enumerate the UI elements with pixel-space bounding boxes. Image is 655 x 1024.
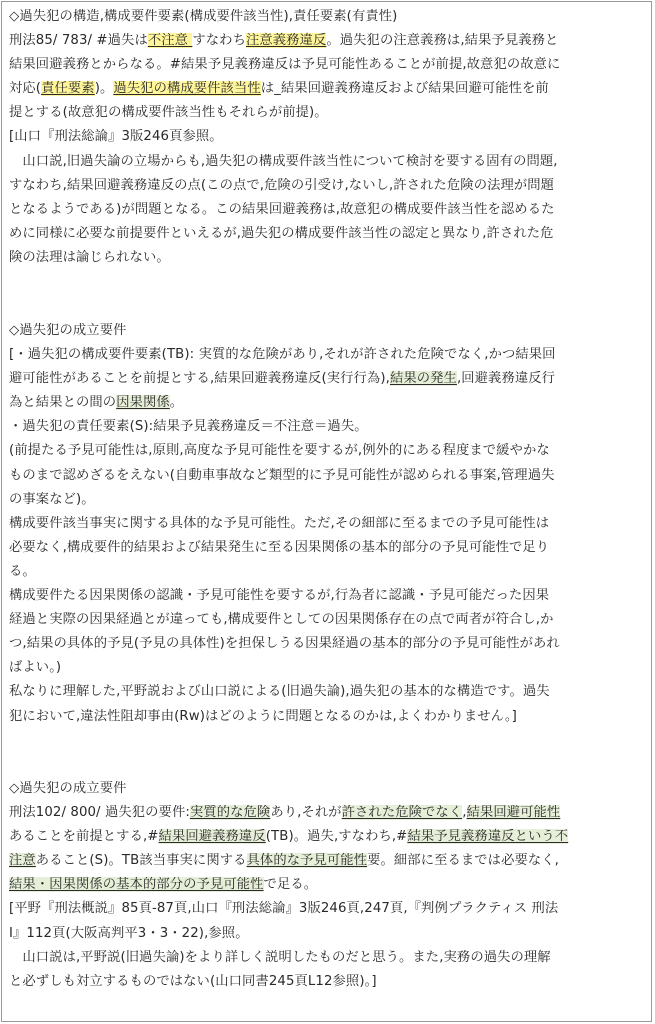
highlighted-text: 結果予見義務違反という不 <box>407 829 569 845</box>
text-run: Ⅰ』112頁(大阪高判平3・3・22),参照。 <box>9 925 249 941</box>
text-run: (TB)。過失,すなわち,# <box>265 829 408 845</box>
text-run: あること(S)。TB該当事実に関する <box>35 853 247 869</box>
text-line <box>2 53 652 77</box>
text-run: [山口『刑法総論』3版246頁参照。 <box>9 129 223 145</box>
text-run: 経過と実際の因果経過とが違っても,構成要件としての因果関係存在の点で両者が符合し,か <box>9 612 554 628</box>
document-frame <box>1 1 652 1022</box>
text-line <box>2 897 652 921</box>
text-line <box>2 125 652 149</box>
text-run: , <box>462 805 467 821</box>
text-line <box>2 150 652 174</box>
text-line <box>2 343 652 367</box>
text-line <box>2 825 652 849</box>
highlighted-text: 結果回避義務違反 <box>158 829 266 845</box>
text-line <box>2 367 652 391</box>
highlighted-text: 責任要素 <box>41 81 95 97</box>
text-run: 山口説は,平野説(旧過失論)をより詳しく説明したものだと思う。また,実務の過失の理解 <box>9 949 551 965</box>
highlighted-text: 過失犯の構成要件該当性 <box>113 81 261 97</box>
text-line <box>2 29 652 53</box>
text-line <box>2 439 652 463</box>
highlighted-text: 具体的な予見可能性 <box>246 853 368 869</box>
text-line <box>2 632 652 656</box>
highlighted-text: 結果回避可能性 <box>466 805 561 821</box>
highlighted-text: 実質的な危険 <box>189 805 271 821</box>
text-line <box>2 608 652 632</box>
text-run: ものまで認めざるをえない(自動車事故など類型的に予見可能性が認められる事案,管理過失 <box>9 467 555 483</box>
text-line <box>2 222 652 246</box>
text-run: 険の法理は論じられない。 <box>9 249 170 265</box>
text-line <box>2 415 652 439</box>
text-line <box>2 77 652 101</box>
text-run: ◇過失犯の成立要件 <box>9 323 127 338</box>
text-run: めに同様に必要な前提要件といえるが,過失犯の構成要件該当性の認定と異なり,許された危 <box>9 225 554 241</box>
text-line <box>2 705 652 729</box>
text-line <box>2 922 652 946</box>
text-run: 対応( <box>9 81 42 97</box>
text-run: の事案など)。 <box>9 491 95 507</box>
text-run: あることを前提とする,# <box>9 829 159 845</box>
text-run: は_結果回避義務違反および結果回避可能性を前 <box>260 81 549 97</box>
text-run: 提とする(故意犯の構成要件該当性もそれらが前提)。 <box>9 105 328 121</box>
text-run: ばよい。) <box>9 660 62 676</box>
section-requirements-1 <box>2 319 652 729</box>
text-run: 要。細部に至るまでは必要なく, <box>367 853 559 869</box>
text-run: すなわち,結果回避義務違反の点(この点で,危険の引受け,ないし,許された危険の法理が問題 <box>9 177 555 193</box>
highlighted-text: 不注意 <box>147 33 193 49</box>
text-run: )。 <box>94 81 114 97</box>
text-run: 構成要件該当事実に関する具体的な予見可能性。ただ,その細部に至るまでの予見可能性は <box>9 515 550 531</box>
section-requirements-2 <box>2 777 652 994</box>
text-line <box>2 873 652 897</box>
highlighted-text: 結果・因果関係の基本的部分の予見可能性 <box>9 877 264 893</box>
highlighted-text: 結果の発生 <box>389 371 457 387</box>
text-run: ,回避義務違反行 <box>456 371 556 387</box>
highlighted-text: 許された危険でなく <box>341 805 463 821</box>
text-line <box>2 536 652 560</box>
text-line <box>2 656 652 680</box>
highlighted-text: 注意 <box>9 853 36 869</box>
text-run: 避可能性があることを前提とする,結果回避義務違反(実行行為), <box>9 371 390 387</box>
text-run: と必ずしも対立するものではない(山口同書245頁L12参照)。] <box>9 973 377 989</box>
highlighted-text: 因果関係 <box>116 395 170 411</box>
text-line <box>2 101 652 125</box>
text-run: ・過失犯の責任要素(S):結果予見義務違反＝不注意＝過失。 <box>9 419 368 435</box>
section-structure <box>2 5 652 270</box>
text-line <box>2 174 652 198</box>
highlighted-text: 注意義務違反 <box>245 33 327 49</box>
text-line <box>2 246 652 270</box>
text-run: 結果回避義務とからなる。#結果予見義務違反は予見可能性あることが前提,故意犯の故意に <box>9 57 561 73</box>
text-run: ◇過失犯の構造,構成要件要素(構成要件該当性),責任要素(有責性) <box>9 9 398 24</box>
text-run: 。 <box>169 395 184 411</box>
text-line <box>2 488 652 512</box>
text-run: 犯において,違法性阻却事由(Rw)はどのように問題となるのかは,よくわかりません。] <box>9 708 517 724</box>
text-run: ◇過失犯の成立要件 <box>9 781 127 796</box>
text-run: (前提たる予見可能性は,原則,高度な予見可能性を要するが,例外的にある程度まで緩やかな <box>9 443 550 459</box>
text-run: る。 <box>9 563 36 579</box>
text-run: つ,結果の具体的予見(予見の具体性)を担保しうる因果経過の基本的部分の予見可能性があれ <box>9 636 560 652</box>
text-line <box>2 970 652 994</box>
text-line <box>2 391 652 415</box>
text-run: となるようである)が問題となる。この結果回避義務は,故意犯の構成要件該当性を認めるた <box>9 201 555 217</box>
text-run: 刑法102/ 800/ 過失犯の要件: <box>9 805 190 821</box>
text-line <box>2 946 652 970</box>
text-run: すなわち <box>192 33 246 49</box>
text-line <box>2 319 652 343</box>
text-line <box>2 584 652 608</box>
text-line <box>2 560 652 584</box>
text-run: 私なりに理解した,平野説および山口説による(旧過失論),過失犯の基本的な構造です。過失 <box>9 684 550 700</box>
text-line <box>2 198 652 222</box>
text-run: 山口説,旧過失論の立場からも,過失犯の構成要件該当性について検討を要する固有の問題, <box>9 153 558 169</box>
text-run: [平野『刑法概説』85頁-87頁,山口『刑法総論』3版246頁,247頁,『判例プラクティス 刑法 <box>9 901 559 917</box>
text-run: 構成要件たる因果関係の認識・予見可能性を要するが,行為者に認識・予見可能だった因果 <box>9 588 550 604</box>
text-line <box>2 777 652 801</box>
text-line <box>2 5 652 29</box>
text-line <box>2 801 652 825</box>
text-line <box>2 849 652 873</box>
text-line <box>2 464 652 488</box>
text-run: 。過失犯の注意義務は,結果予見義務と <box>326 33 559 49</box>
text-run: [・過失犯の構成要件要素(TB): 実質的な危険があり,それが許された危険でなく,かつ結果回 <box>9 347 556 363</box>
text-run: 刑法85/ 783/ #過失は <box>9 33 148 49</box>
text-run: 為と結果との間の <box>9 395 117 411</box>
text-run: で足る。 <box>263 877 318 893</box>
text-run: あり,それが <box>270 805 342 821</box>
text-run: 必要なく,構成要件的結果および結果発生に至る因果関係の基本的部分の予見可能性で足り <box>9 539 550 555</box>
text-line <box>2 680 652 704</box>
text-line <box>2 512 652 536</box>
